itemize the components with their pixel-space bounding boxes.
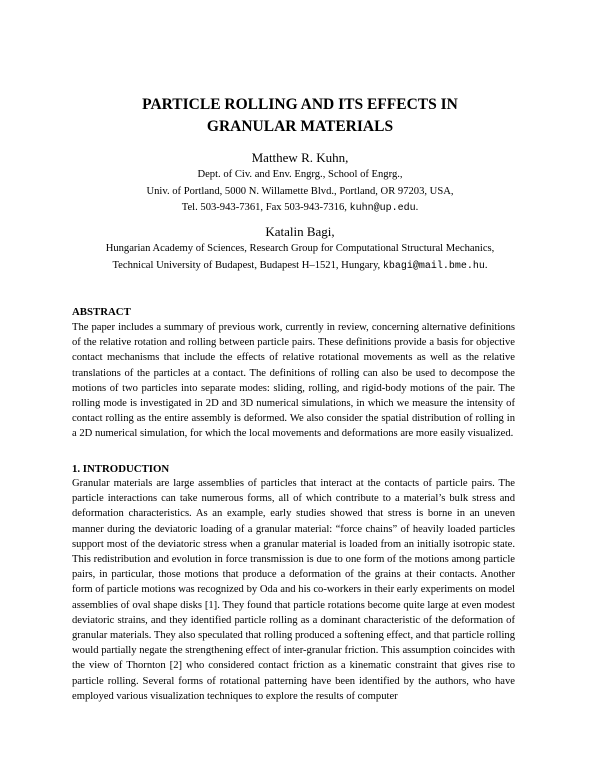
introduction-body: Granular materials are large assemblies of particles that interact at the contacts of particle pairs. The particle interactions can take numerous forms, all of which contribute to a material’s bulk stress and deformation characteristics. As an example, early studies showed that stress is borne in an uneven manner during the deviatoric loading of a granular material: “force chains” of heavily loaded particles support most of the deviatoric stress when a granular material is loaded from an initially isotropic state. This redistribution and evolution in force transmission is due to one form of the motions among particle pairs, in particular, those motions that produce a deformation of the grains at their contacts. Another form of particle motions was recognized by Oda and his co-workers in their early experiments on model assemblies of oval shape disks [1]. They found that particle rotations become quite large at even modest deviatoric strains, and they identified particle rolling as a dominant characteristic of the deformation of granular materials. They also speculated that rolling produced a softening effect, and that particle rolling would partially negate the strengthening effect of inter-granular friction. This assumption coincides with the view of Thornton [2] who considered contact friction as a kinematic constraint that gives rise to particle rolling. Several forms of rotational patterning have been identified by the authors, who have employed various visualization techniques to explore the results of computer bbox=[72, 478, 515, 702]
author-1-email-suffix: . bbox=[415, 202, 419, 213]
abstract-heading: ABSTRACT bbox=[72, 306, 131, 318]
author-1-affil-line-2: Univ. of Portland, 5000 N. Willamette Blvd., Portland, OR 97203, USA, bbox=[146, 185, 454, 197]
author-2-affil-line-1: Hungarian Academy of Sciences, Research Group for Computational Structural Mechanics, bbox=[105, 243, 495, 254]
author-2-email-suffix: . bbox=[484, 259, 488, 271]
author-1-name: Matthew R. Kuhn, bbox=[251, 150, 349, 165]
title-line-1: PARTICLE ROLLING AND ITS EFFECTS IN bbox=[142, 96, 458, 113]
abstract-body: The paper includes a summary of previous work, currently in review, concerning alternative definitions of the relative rotation and rolling between particle pairs. These definitions provide a basis for objective contact mechanisms that include the effects of relative rotational movements as well as the relative translations of the particles at a contact. The definitions of rolling can also be used to decompose the motions of two particles into separate modes: sliding, rolling, and rigid-body motions of the pair. The rolling mode is investigated in 2D and 3D numerical simulations, in which we measure the intensity of contact rolling as the entire assembly is deformed. We also consider the spatial distribution of rolling in a 2D numerical simulation, for which the local movements and deformations are more easily visualized. bbox=[72, 322, 515, 440]
author-1-email[interactable]: kuhn@up.edu bbox=[349, 203, 416, 214]
author-2-affil-line-2 bbox=[60, 258, 540, 276]
author-2-location: Technical University of Budapest, Budapest H–1521, Hungary, bbox=[112, 259, 381, 271]
author-2-name: Katalin Bagi, bbox=[265, 224, 335, 239]
author-1-affil-line-1: Dept. of Civ. and Env. Engrg., School of Engrg., bbox=[197, 169, 403, 180]
paper-title bbox=[60, 94, 540, 138]
author-2-email[interactable]: kbagi@mail.bme.hu bbox=[382, 260, 485, 272]
title-line-2: GRANULAR MATERIALS bbox=[206, 118, 394, 135]
introduction-heading: 1. INTRODUCTION bbox=[72, 463, 170, 475]
author-2-affiliation bbox=[60, 241, 540, 275]
author-1-contact: Tel. 503-943-7361, Fax 503-943-7316, bbox=[181, 202, 347, 213]
author-1-affiliation bbox=[60, 167, 540, 218]
author-1-affil-line-3 bbox=[60, 200, 540, 218]
